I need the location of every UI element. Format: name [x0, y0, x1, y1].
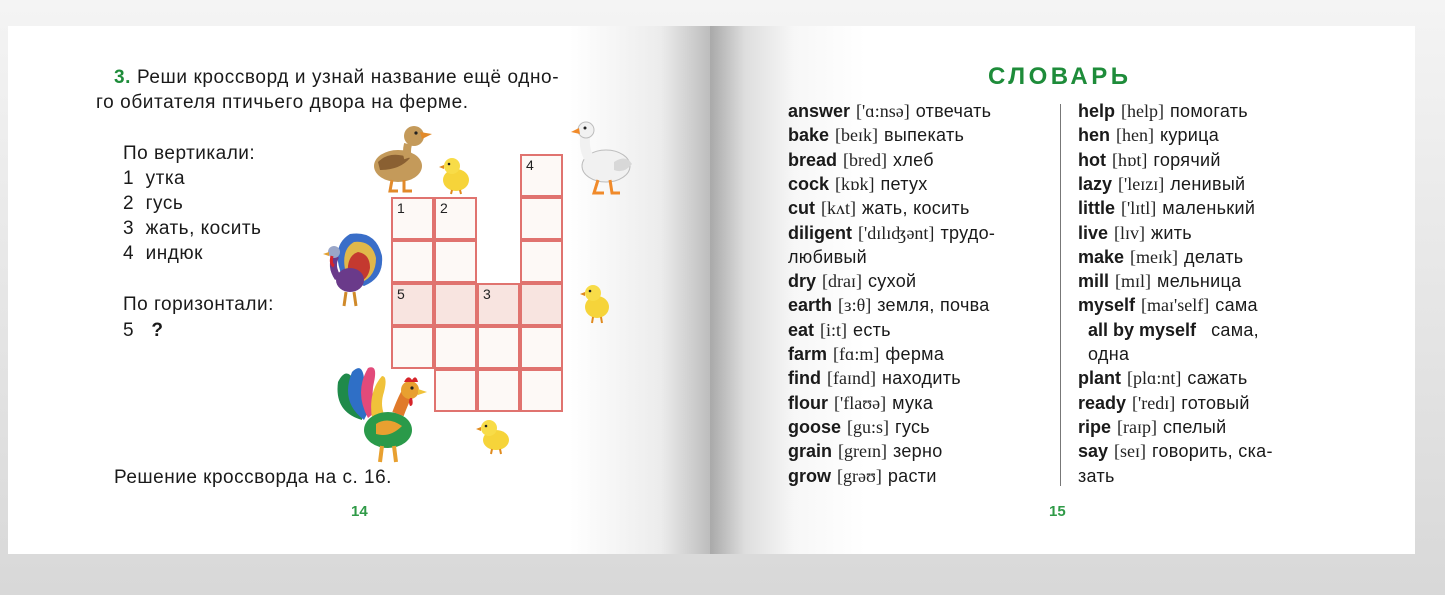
dictionary-entry	[788, 247, 867, 271]
crossword-cell[interactable]	[520, 154, 563, 197]
chick-icon	[580, 281, 612, 323]
dictionary-entry	[788, 150, 934, 174]
entry-translation: жать, косить	[862, 198, 970, 219]
entry-translation: ферма	[885, 344, 945, 364]
dictionary-entry	[1078, 150, 1221, 174]
entry-word: say	[1078, 441, 1109, 462]
entry-word: goose	[788, 416, 842, 437]
dictionary-entry	[1078, 417, 1226, 441]
dictionary-entry	[788, 295, 990, 319]
dictionary-entry	[788, 466, 937, 490]
dictionary-entry	[788, 271, 916, 295]
rooster-icon	[332, 362, 428, 464]
crossword-cell[interactable]	[520, 369, 563, 412]
chick-icon	[438, 154, 474, 194]
dictionary-entry	[1078, 198, 1255, 222]
entry-transcription: [greɪn]	[838, 441, 887, 462]
entry-word: dry	[788, 271, 817, 292]
dictionary-entry	[788, 174, 928, 198]
entry-transcription: ['ɑ:nsə]	[856, 101, 910, 121]
entry-transcription: [grəʊ]	[837, 465, 882, 486]
dictionary-entry	[1078, 466, 1115, 490]
page-number-14: 14	[351, 503, 368, 520]
entry-transcription: [draɪ]	[822, 271, 862, 292]
entry-word: make	[1078, 246, 1125, 267]
clue-number-3: 3	[483, 286, 491, 302]
entry-translation: сажать	[1187, 368, 1248, 389]
entry-word: plant	[1078, 368, 1121, 389]
crossword-cell[interactable]	[391, 283, 434, 326]
entry-translation: ленивый	[1170, 173, 1246, 194]
dictionary-entry	[788, 101, 991, 125]
entry-translation: маленький	[1162, 198, 1256, 219]
entry-translation: зерно	[893, 441, 943, 462]
entry-transcription: [ɜ:θ]	[838, 295, 872, 316]
entry-translation: хлеб	[893, 149, 934, 170]
entry-translation: спелый	[1163, 416, 1227, 437]
dictionary-entry	[1078, 368, 1248, 392]
entry-translation: есть	[853, 319, 891, 340]
entry-word: diligent	[788, 222, 852, 243]
vertical-clue-3: 3 жать, косить	[123, 218, 262, 239]
page-number-15: 15	[1049, 503, 1066, 520]
entry-transcription: ['leɪzɪ]	[1118, 173, 1165, 194]
crossword-cell[interactable]	[434, 240, 477, 283]
dictionary-entry	[1088, 344, 1129, 368]
crossword-cell[interactable]	[520, 197, 563, 240]
entry-translation: сама	[1215, 295, 1258, 316]
entry-translation: расти	[887, 465, 937, 486]
entry-transcription: [maɪ'self]	[1141, 295, 1210, 316]
entry-translation: выпекать	[884, 125, 965, 146]
entry-word: eat	[788, 319, 815, 340]
crossword-cell[interactable]	[434, 326, 477, 369]
entry-word: find	[788, 368, 821, 389]
duck-icon	[370, 118, 432, 194]
entry-word: ripe	[1078, 416, 1112, 437]
entry-word: little	[1078, 198, 1116, 219]
entry-word: bread	[788, 149, 838, 170]
entry-transcription: [help]	[1121, 101, 1164, 121]
dictionary-entry	[1078, 393, 1250, 417]
dictionary-entry	[788, 417, 930, 441]
crossword-cell[interactable]	[391, 240, 434, 283]
horizontal-clue-5	[123, 320, 164, 342]
entry-transcription: [i:t]	[820, 319, 848, 340]
entry-word: grow	[788, 465, 831, 486]
dictionary-entry	[1078, 223, 1192, 247]
vertical-clue-2: 2 гусь	[123, 193, 184, 214]
crossword-cell[interactable]	[391, 197, 434, 240]
goose-icon	[570, 118, 636, 196]
dictionary-entry	[1078, 247, 1244, 271]
entry-translation: одна	[1088, 344, 1130, 364]
dictionary-entry	[1078, 174, 1245, 198]
entry-transcription: [gu:s]	[847, 416, 890, 437]
entry-transcription: [meɪk]	[1130, 246, 1179, 267]
entry-translation: петух	[880, 173, 928, 194]
dictionary-entry	[788, 441, 943, 465]
entry-word: lazy	[1078, 173, 1113, 194]
entry-word: mill	[1078, 271, 1110, 292]
entry-transcription: [raɪp]	[1117, 416, 1157, 437]
entry-translation: сухой	[868, 271, 917, 292]
vertical-heading: По вертикали:	[123, 143, 256, 164]
dictionary-entry	[788, 198, 970, 222]
entry-word: earth	[788, 295, 833, 316]
column-divider	[1060, 104, 1061, 486]
entry-transcription: ['flaʊə]	[834, 392, 887, 413]
entry-transcription: [kʌt]	[821, 198, 856, 219]
clue-number-4: 4	[526, 157, 534, 173]
task-text-line-1: Реши кроссворд и узнай название ещё одно-	[136, 67, 560, 88]
entry-transcription: [fɑ:m]	[833, 344, 880, 364]
dictionary-entry	[1078, 101, 1248, 125]
entry-transcription: [mɪl]	[1115, 271, 1152, 292]
entry-translation: сама,	[1211, 319, 1259, 340]
entry-word: hen	[1078, 125, 1111, 146]
entry-word: ready	[1078, 392, 1127, 413]
horizontal-heading: По горизонтали:	[123, 294, 274, 315]
entry-translation: находить	[881, 368, 961, 389]
entry-translation: горячий	[1153, 149, 1221, 170]
task-number: 3.	[114, 67, 132, 88]
entry-transcription: ['lɪtl]	[1121, 198, 1157, 219]
crossword-cell[interactable]	[434, 197, 477, 240]
dictionary-entry	[788, 223, 995, 247]
entry-transcription: [beɪk]	[835, 125, 879, 146]
entry-transcription: [kɒk]	[835, 173, 875, 194]
dictionary-entry	[788, 368, 961, 392]
entry-transcription: ['dɪlɪʤənt]	[858, 222, 935, 243]
entry-word: answer	[788, 101, 851, 121]
dictionary-entry	[1078, 441, 1273, 465]
entry-word: myself	[1078, 295, 1136, 316]
entry-translation: гусь	[895, 416, 930, 437]
entry-translation: трудо-	[940, 222, 996, 243]
dictionary-title: СЛОВАРЬ	[988, 63, 1132, 90]
crossword-cell[interactable]	[520, 326, 563, 369]
entry-translation: мельница	[1157, 271, 1242, 292]
dictionary-entry	[788, 393, 933, 417]
entry-word: farm	[788, 344, 828, 364]
task-text-line-2: го обитателя птичьего двора на ферме.	[96, 92, 469, 113]
entry-transcription: [hen]	[1116, 125, 1154, 146]
dictionary-entry	[788, 125, 964, 149]
dictionary-entry	[788, 344, 944, 368]
entry-translation: помогать	[1170, 101, 1248, 121]
crossword-cell[interactable]	[477, 369, 520, 412]
clue-number-2: 2	[440, 200, 448, 216]
vertical-clue-4: 4 индюк	[123, 243, 203, 264]
crossword-cell[interactable]	[477, 326, 520, 369]
crossword-cell[interactable]	[434, 283, 477, 326]
clue-number-5: 5	[397, 286, 405, 302]
dictionary-entry	[1088, 320, 1259, 344]
entry-translation: готовый	[1181, 392, 1250, 413]
horizontal-clue-number: 5	[123, 320, 135, 341]
vertical-clue-1: 1 утка	[123, 168, 186, 189]
left-page	[8, 26, 710, 554]
turkey-icon	[320, 226, 384, 308]
entry-word: all by myself	[1088, 319, 1197, 340]
solution-note: Решение кроссворда на с. 16.	[114, 467, 392, 488]
dictionary-entry	[788, 320, 891, 344]
chick-icon	[476, 416, 512, 454]
entry-transcription: [hɒt]	[1111, 149, 1148, 170]
dictionary-entry	[1078, 125, 1219, 149]
entry-translation: любивый	[788, 246, 868, 267]
task-line-1	[114, 67, 559, 89]
entry-word: cock	[788, 173, 830, 194]
right-page	[710, 26, 1415, 554]
entry-word: grain	[788, 441, 833, 462]
entry-transcription: [faɪnd]	[827, 368, 876, 389]
entry-translation: зать	[1078, 465, 1115, 486]
crossword-cell[interactable]	[520, 283, 563, 326]
entry-translation: курица	[1160, 125, 1220, 146]
entry-transcription: [bred]	[843, 149, 888, 170]
entry-translation: отвечать	[915, 101, 992, 121]
entry-word: hot	[1078, 149, 1106, 170]
horizontal-clue-answer: ?	[151, 320, 164, 341]
entry-translation: делать	[1184, 246, 1244, 267]
entry-transcription: [lɪv]	[1114, 222, 1146, 243]
entry-translation: мука	[892, 392, 934, 413]
entry-word: help	[1078, 101, 1116, 121]
entry-transcription: [seɪ]	[1114, 441, 1147, 462]
entry-translation: говорить, ска-	[1152, 441, 1273, 462]
crossword-cell[interactable]	[520, 240, 563, 283]
entry-translation: жить	[1151, 222, 1192, 243]
crossword-cell[interactable]	[434, 369, 477, 412]
dictionary-entry	[1078, 271, 1241, 295]
entry-word: flour	[788, 392, 828, 413]
entry-word: bake	[788, 125, 830, 146]
entry-word: live	[1078, 222, 1109, 243]
entry-word: cut	[788, 198, 815, 219]
entry-translation: земля, почва	[877, 295, 990, 316]
clue-number-1: 1	[397, 200, 405, 216]
crossword-cell[interactable]	[477, 283, 520, 326]
entry-transcription: ['redɪ]	[1132, 392, 1176, 413]
dictionary-entry	[1078, 295, 1258, 319]
entry-transcription: [plɑ:nt]	[1127, 368, 1182, 389]
